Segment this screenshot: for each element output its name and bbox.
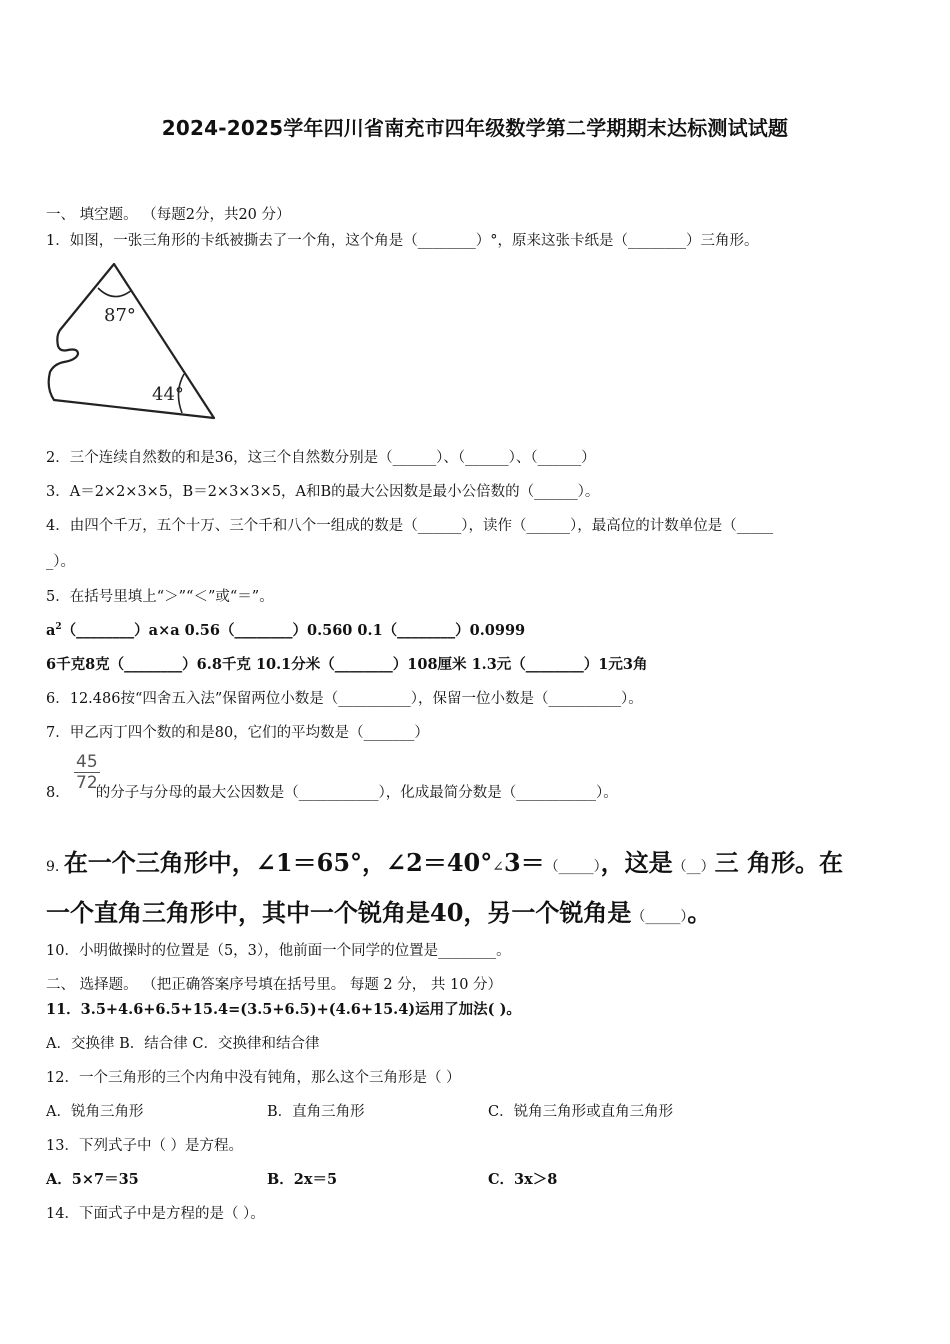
question-13-option-c: C．3x＞8 bbox=[488, 1171, 558, 1188]
question-5-row2: 6千克8克（________）6.8千克 10.1分米（________）108厘米 1.3元（________）1元3角 bbox=[46, 656, 648, 673]
page-title: 2024-2025学年四川省南充市四年级数学第二学期期末达标测试试题 bbox=[161, 116, 789, 140]
section-1-header: 一、 填空题。 （每题2分，共20 分） bbox=[46, 207, 291, 223]
fraction-numerator: 45 bbox=[76, 752, 98, 772]
fraction-denominator: 72 bbox=[76, 773, 98, 793]
triangle-outline bbox=[49, 264, 214, 418]
question-9-line1 bbox=[46, 843, 843, 878]
q9-blank3: （_____） bbox=[631, 909, 688, 925]
q9-angle-symbol: ∠ bbox=[492, 859, 504, 875]
question-7: 7．甲乙丙丁四个数的和是80，它们的平均数是（_______） bbox=[46, 725, 429, 741]
q9-number: 9. bbox=[46, 859, 64, 875]
question-14: 14．下面式子中是方程的是（ ）。 bbox=[46, 1206, 265, 1222]
angle-44-label: 44° bbox=[152, 384, 184, 405]
q8-text: 的分子与分母的最大公因数是（___________），化成最简分数是（___________）。 bbox=[95, 785, 618, 801]
question-12-option-a: A．锐角三角形 bbox=[46, 1104, 144, 1120]
question-5-row1 bbox=[46, 619, 525, 640]
section-2-header: 二、 选择题。 （把正确答案序号填在括号里。 每题 2 分， 共 10 分） bbox=[46, 977, 503, 993]
q9-blank1: （_____） bbox=[544, 859, 601, 875]
q9-part2: 3＝ bbox=[503, 848, 545, 877]
top-angle-arc bbox=[98, 288, 132, 297]
question-2: 2．三个连续自然数的和是36，这三个自然数分别是（______）、（______）、（______） bbox=[46, 450, 596, 466]
exponent: 2 bbox=[55, 622, 62, 633]
question-12-option-c: C．锐角三角形或直角三角形 bbox=[488, 1104, 674, 1120]
row1-rest: （________）a×a 0.56（________）0.560 0.1（________）0.0999 bbox=[61, 622, 526, 639]
question-13-option-a: A．5×7＝35 bbox=[46, 1171, 139, 1188]
question-4-line1: 4．由四个千万，五个十万、三个千和八个一组成的数是（______），读作（______），最高位的计数单位是（_____ bbox=[46, 518, 773, 534]
q9-blank2: （__） bbox=[672, 859, 715, 875]
question-9-line2 bbox=[46, 893, 711, 928]
q9-line2: 一个直角三角形中，其中一个锐角是40，另一个锐角是 bbox=[46, 898, 632, 927]
question-11-options: A．交换律 B．结合律 C．交换律和结合律 bbox=[46, 1036, 320, 1052]
question-10: 10．小明做操时的位置是（5，3），他前面一个同学的位置是________。 bbox=[46, 943, 511, 959]
question-13-option-b: B．2x＝5 bbox=[267, 1171, 338, 1188]
torn-triangle-figure bbox=[44, 262, 219, 424]
q9-part4: 三 角形。在 bbox=[714, 848, 844, 877]
question-13: 13．下列式子中（ ）是方程。 bbox=[46, 1138, 244, 1154]
question-8 bbox=[46, 781, 618, 802]
question-11: 11．3.5+4.6+6.5+15.4=(3.5+6.5)+(4.6+15.4)运用了加法( )。 bbox=[46, 1001, 521, 1018]
variable-a: a bbox=[46, 622, 56, 639]
question-12-option-b: B．直角三角形 bbox=[267, 1104, 365, 1120]
q9-part3: ，这是 bbox=[600, 848, 673, 877]
question-6: 6．12.486按“四舍五入法”保留两位小数是（__________），保留一位小数是（__________）。 bbox=[46, 691, 643, 707]
question-4-line2: _）。 bbox=[46, 554, 75, 570]
question-5: 5．在括号里填上“＞”“＜”或“＝”。 bbox=[46, 589, 274, 605]
question-3: 3．A＝2×2×3×5，B＝2×3×3×5，A和B的最大公因数是最小公倍数的（______）。 bbox=[46, 484, 600, 500]
q9-part1: 在一个三角形中，∠1＝65°，∠2＝40° bbox=[63, 848, 493, 877]
q9-end: 。 bbox=[687, 898, 712, 927]
angle-87-label: 87° bbox=[104, 305, 136, 326]
question-12: 12．一个三角形的三个内角中没有钝角，那么这个三角形是（ ） bbox=[46, 1070, 461, 1086]
question-1: 1．如图，一张三角形的卡纸被撕去了一个角，这个角是（________）°，原来这张卡纸是（________）三角形。 bbox=[46, 233, 759, 249]
q8-number: 8． bbox=[46, 785, 70, 801]
